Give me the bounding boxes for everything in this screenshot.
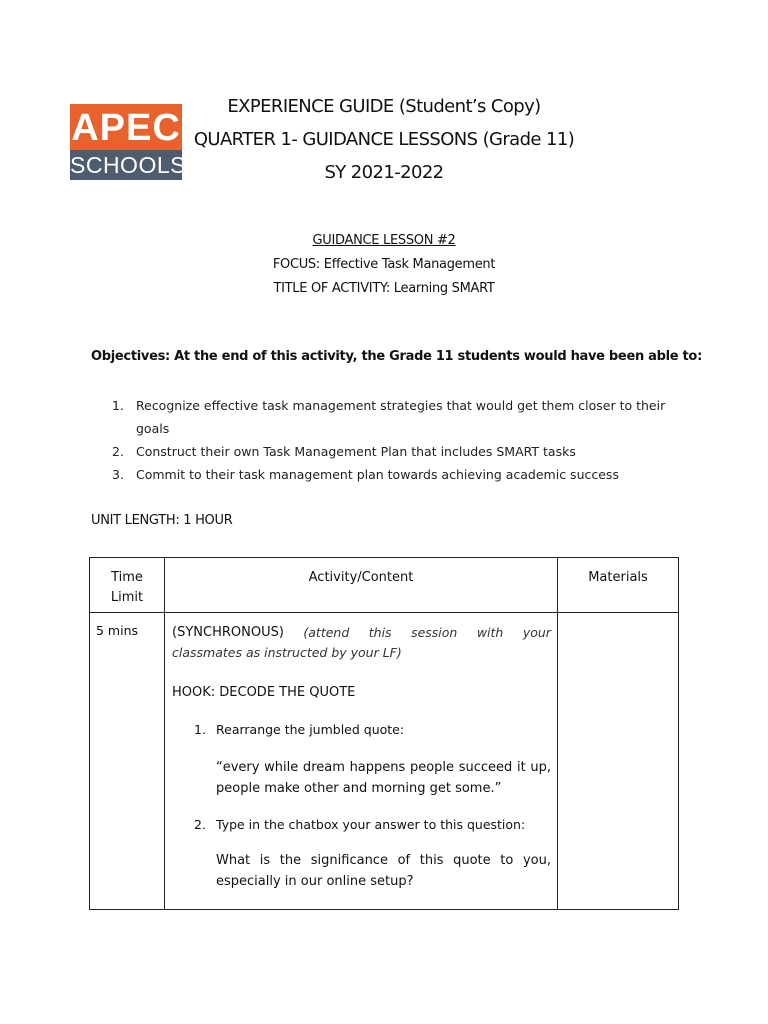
table-header-row bbox=[90, 558, 679, 613]
sync-word: with bbox=[476, 625, 504, 640]
objective-text: Commit to their task management plan towards achieving academic success bbox=[136, 467, 619, 482]
logo-apec-text: APEC bbox=[70, 104, 182, 150]
hook-heading: HOOK: DECODE THE QUOTE bbox=[172, 685, 356, 700]
objective-item bbox=[112, 440, 692, 463]
table-row bbox=[90, 613, 679, 910]
logo-schools-text: SCHOOLS bbox=[70, 152, 186, 178]
sync-word: (attend bbox=[303, 625, 350, 640]
lesson-focus: FOCUS: Effective Task Management bbox=[272, 257, 496, 272]
unit-length: UNIT LENGTH: 1 HOUR bbox=[91, 513, 233, 528]
doc-school-year: SY 2021-2022 bbox=[324, 162, 444, 183]
lesson-activity-title: TITLE OF ACTIVITY: Learning SMART bbox=[273, 281, 495, 296]
objective-item bbox=[112, 394, 692, 440]
objective-item bbox=[112, 463, 692, 486]
reflection-question: What is the significance of this quote to you, especially in our online setup? bbox=[216, 853, 551, 889]
objectives-list bbox=[112, 394, 692, 486]
doc-title: EXPERIENCE GUIDE (Student’s Copy) bbox=[227, 96, 541, 117]
objective-number: 3. bbox=[112, 467, 124, 482]
step-number: 2. bbox=[194, 817, 206, 832]
lesson-number: GUIDANCE LESSON #2 bbox=[312, 233, 456, 248]
header-activity: Activity/Content bbox=[165, 558, 558, 613]
cell-time: 5 mins bbox=[90, 613, 165, 910]
step-number: 1. bbox=[194, 722, 206, 737]
objective-number: 2. bbox=[112, 444, 124, 459]
objective-number: 1. bbox=[112, 398, 124, 413]
header-materials: Materials bbox=[558, 558, 679, 613]
step-text: Rearrange the jumbled quote: bbox=[216, 722, 405, 737]
jumbled-quote: “every while dream happens people succeed it up, people make other and morning get some.” bbox=[216, 760, 551, 796]
sync-word: session bbox=[411, 625, 458, 640]
doc-quarter: QUARTER 1- GUIDANCE LESSONS (Grade 11) bbox=[193, 129, 575, 150]
header-time-limit: Time Limit bbox=[90, 558, 165, 613]
cell-activity bbox=[165, 613, 558, 910]
objective-text: Recognize effective task management strategies that would get them closer to their goals bbox=[136, 398, 666, 436]
activity-table bbox=[89, 557, 679, 910]
step-text: Type in the chatbox your answer to this question: bbox=[216, 817, 526, 832]
step-1 bbox=[172, 722, 551, 737]
objective-text: Construct their own Task Management Plan that includes SMART tasks bbox=[136, 444, 576, 459]
step-2 bbox=[172, 817, 551, 832]
synchronous-note: classmates as instructed by your LF) bbox=[172, 645, 402, 660]
synchronous-label: (SYNCHRONOUS) bbox=[172, 625, 284, 640]
cell-materials bbox=[558, 613, 679, 910]
sync-word: your bbox=[522, 625, 551, 640]
objectives-intro: Objectives: At the end of this activity, the Grade 11 students would have been able to: bbox=[91, 349, 702, 364]
synchronous-line bbox=[172, 623, 551, 643]
sync-word: this bbox=[368, 625, 392, 640]
